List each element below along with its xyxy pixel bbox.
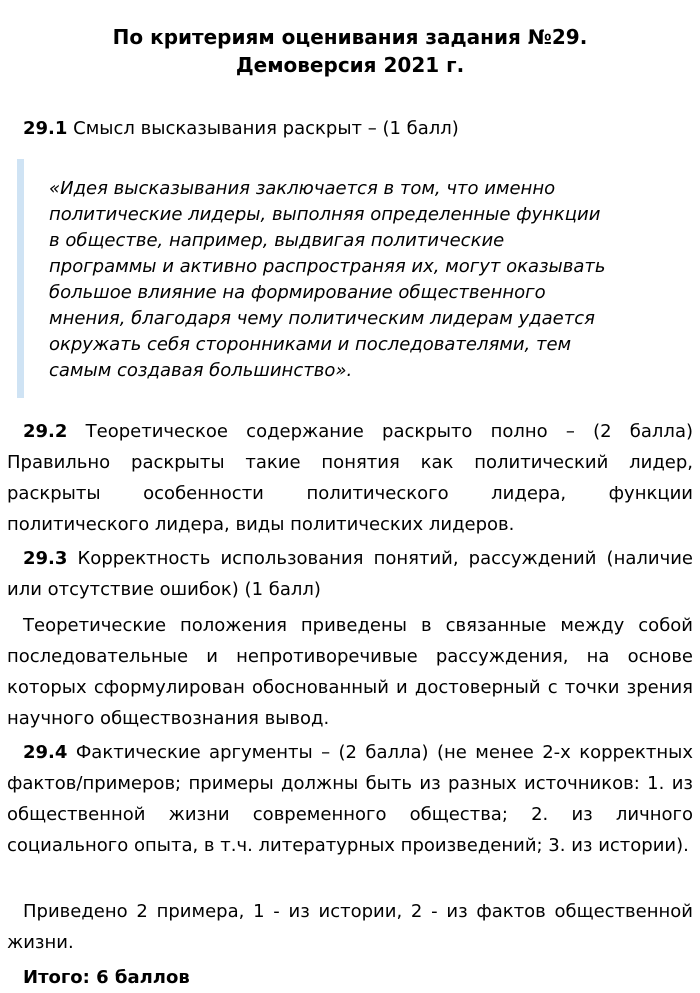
criterion-29-4-answer: Приведено 2 примера, 1 - из истории, 2 - из фактов общественной жизни. <box>7 901 693 953</box>
quote-line: программы и активно распространяя их, могут оказывать <box>49 256 606 277</box>
criterion-29-3-number: 29.3 <box>23 548 68 569</box>
page-title <box>0 23 700 79</box>
criterion-29-2-text: Теоретическое содержание раскрыто полно – (2 балла) Правильно раскрыты такие понятия как политический лидер, раскрыты особенности политического лидера, функции политического лидера, виды политических лидеров. <box>7 421 693 535</box>
title-line-1: По критериям оценивания задания №29. <box>112 25 588 49</box>
quote-bar <box>17 159 24 398</box>
criterion-29-3-text: Корректность использования понятий, рассуждений (наличие или отсутствие ошибок) (1 балл) <box>7 548 693 600</box>
criterion-29-4-number: 29.4 <box>23 742 68 763</box>
total-score <box>7 962 693 993</box>
quote-line: большое влияние на формирование общественного <box>49 282 546 303</box>
criterion-29-1-number: 29.1 <box>23 118 68 139</box>
quote-line: политические лидеры, выполняя определенные функции <box>49 204 601 225</box>
quote-line: «Идея высказывания заключается в том, что именно <box>49 178 556 199</box>
quote-line: мнения, благодаря чему политическим лидерам удается <box>49 308 595 329</box>
title-line-2: Демоверсия 2021 г. <box>235 53 465 77</box>
criterion-29-2 <box>7 416 693 540</box>
criterion-29-1 <box>7 113 693 144</box>
quote-line: окружать себя сторонниками и последователями, тем <box>49 334 572 355</box>
criterion-29-2-number: 29.2 <box>23 421 68 442</box>
criterion-29-1-text: Смысл высказывания раскрыт – (1 балл) <box>67 118 459 139</box>
criterion-29-4-text: Фактические аргументы – (2 балла) (не менее 2-х корректных фактов/примеров; примеры должны быть из разных источников: 1. из общественной жизни современного общества; 2. из личного социального опыта, в т.ч. литературных произведений; 3. из истории). <box>7 742 693 856</box>
criterion-29-3-answer: Теоретические положения приведены в связанные между собой последовательные и непротиворечивые рассуждения, на основе которых сформулирован обоснованный и достоверный с точки зрения научного обществознания вывод. <box>7 615 693 729</box>
criterion-29-3 <box>7 543 693 605</box>
quote-block <box>49 176 669 384</box>
total-score-text: Итого: 6 баллов <box>23 967 190 988</box>
quote-line: самым создавая большинство». <box>49 360 353 381</box>
criterion-29-4 <box>7 737 693 861</box>
quote-line: в обществе, например, выдвигая политические <box>49 230 505 251</box>
